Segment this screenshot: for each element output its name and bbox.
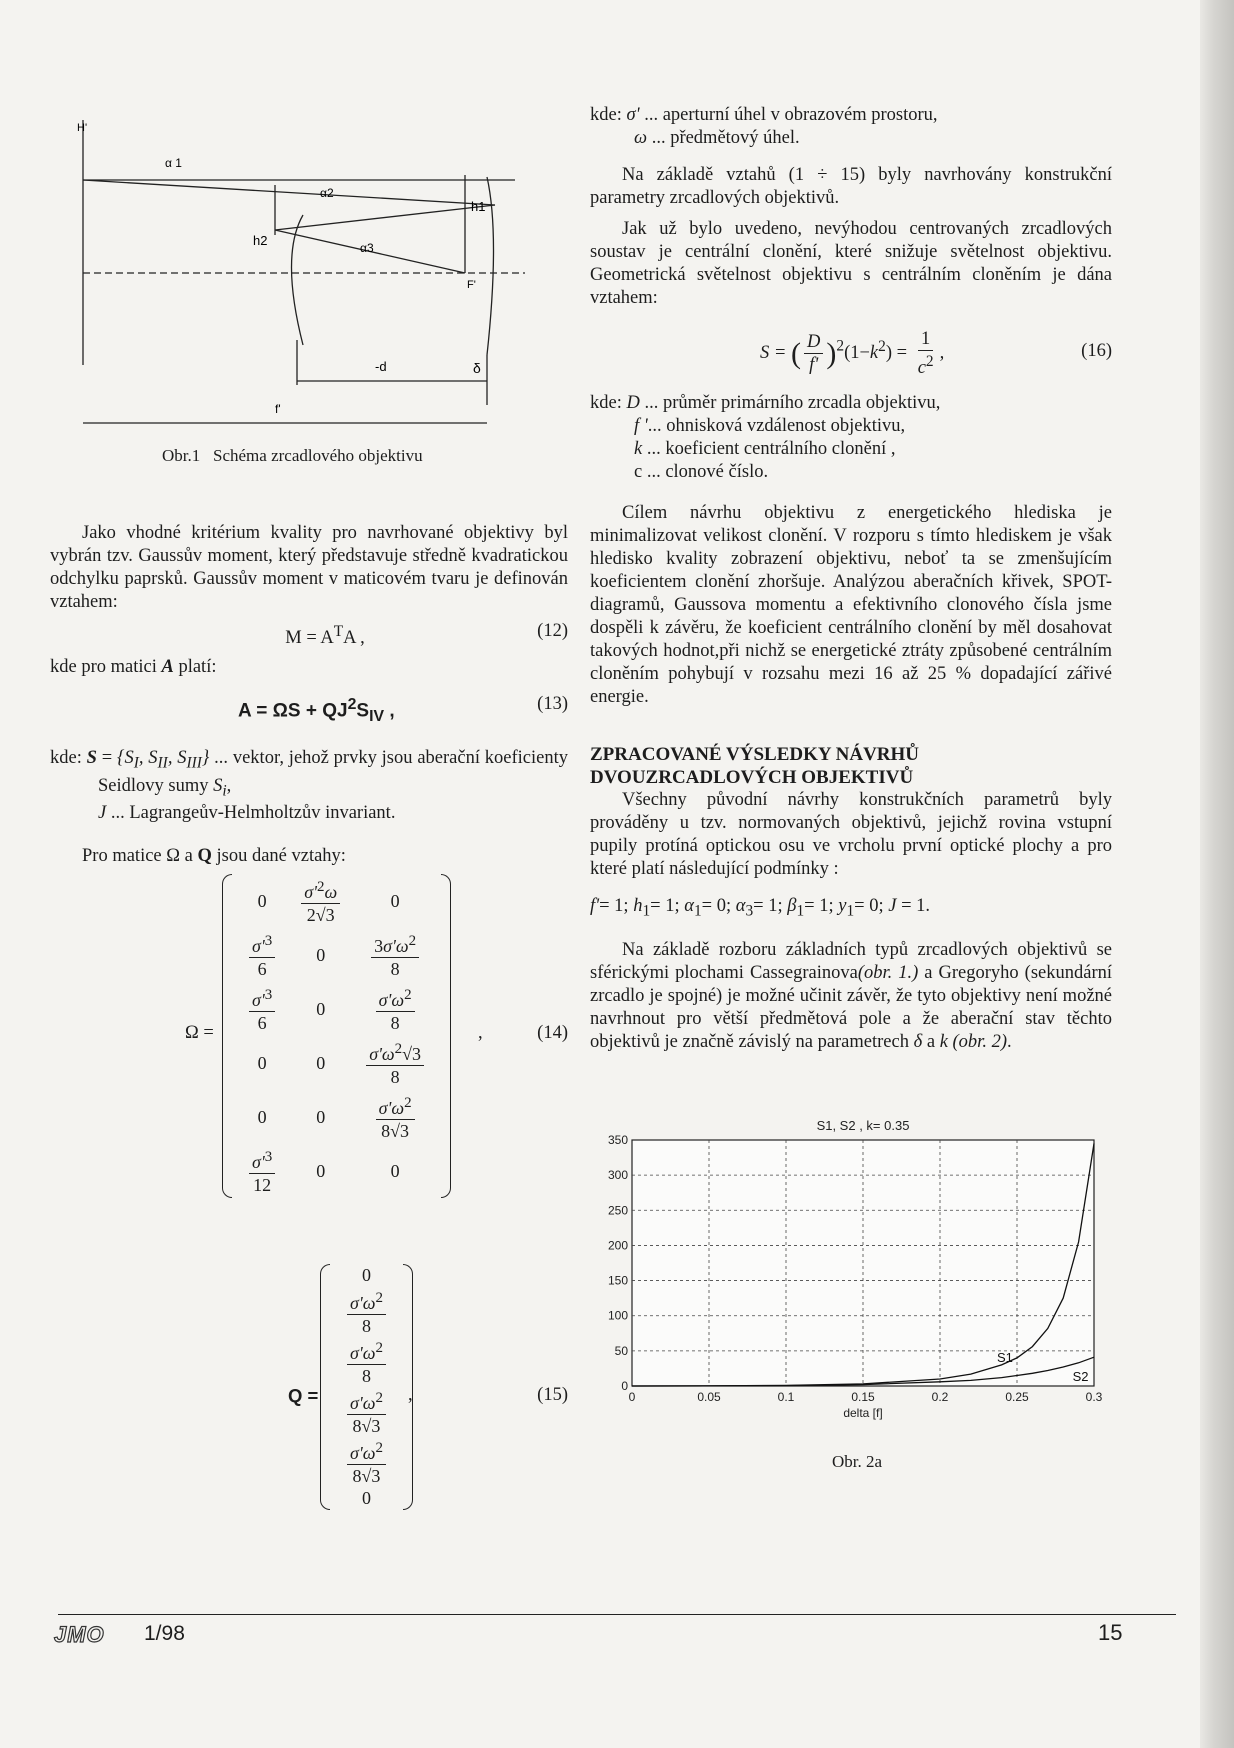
kde-omega: ω ... předmětový úhel. [634, 128, 800, 148]
equation-12: $M = A^TA$ , [285, 623, 365, 649]
paragraph-central-obscuration: Jak už bylo uvedeno, nevýhodou centrovaných zrcadlových soustav je centrální clonění, které snižuje světelnost objektivu. Geometrická světelnost objektivu s centrálním cloněním je dána vztahem: [590, 219, 1112, 308]
chart-series-label-s1: S1 [997, 1349, 1013, 1365]
chart-ytick-label: 150 [607, 1273, 628, 1288]
figure-1-labels [77, 122, 485, 416]
matrix-omega: 0 $\frac{\sigma'^2\omega}{2√3}$ 0 $\frac{\sigma'^3}{6}$ 0 $\frac{3\sigma'\omega^2}{8}$ $\frac{\sigma'^3}{6}$ 0 $\frac{\sigma'\omega^2}{8}$ 0 0 $\frac{\sigma'\omega^2√3}{8}$ 0 0 $\frac{\sigma'\omega^2}{8√3}$ $\frac{\sigma'^3}{12}$ 0 0 [222, 874, 451, 1198]
page-number: 15 [1098, 1620, 1123, 1645]
kde-D: kde: D ... průměr primárního zrcadla objektivu, [590, 393, 941, 413]
chart-S1-S2 [590, 1112, 1125, 1442]
equation-12-number: (12) [537, 621, 568, 641]
paragraph-energy: Cílem návrhu objektivu z energetického hlediska je minimalizovat velikost clonění. V rozporu s tímto hlediskem je však hledisko kvality zobrazení objektivu, neboť ta se zmenšujícím koeficientem clonění zhoršuje. Analýzou aberačních křivek, SPOT-diagramů, Gaussova momentu a efektivního clonového čísla jsme dospěli k závěru, že koeficient centrálního clonění by měl dosahovat takových hodnot,při nichž se energetické ztráty způsobené centrálním cloněním pohybují v rozsahu mezi 16 až 25 % dopadající zářivé energie. [590, 503, 1112, 707]
chart-xtick-label: 0 [628, 1390, 636, 1404]
equation-16: S = ( $\frac{D}{f'}$ )$^2(1-k^2)$ = $\frac{1}{c^2}$ , [760, 329, 945, 379]
left-column: Jako vhodné kritérium kvality pro navrhované objektivy byl vybrán tzv. Gaussův moment, který představuje středně kvadratickou odchylku paprsků. Gaussův moment v maticovém tvaru je definován vztahem: $M = A^TA$ , (12) kde pro matici A platí: $A = \Omega S + QJ^2S_{IV}$ , (13) kde: $S = \{S_I$, $S_{II}$, $S_{III}$} ... vektor, jehož prvky jsou aberační koeficienty Seidlovy sumy $S_i$, J ... Lagrangeův-Helmholtzův invariant. Pro matice Ω a Q jsou dané vztahy: Ω = 0 $\frac{\sigma'^2\omega}{2√3}$ 0 $\frac{\sigma'^3}{6}$ 0 $\frac{3\sigma'\omega^2}{8}$ $\frac{\sigma'^3}{6}$ 0 $\frac{\sigma'\omega^2}{8}$ 0 0 $\frac{\sigma'\omega^2√3}{8}$ 0 0 $\frac{\sigma'\omega^2}{8√3}$ $\frac{\sigma'^3}{12}$ 0 0 , (14) Q = 0 $\frac{\sigma'\omega^2}{8}$ $\frac{\sigma'\omega^2}{8}$ $\frac{\sigma'\omega^2}{8√3}$ $\frac{\sigma'\omega^2}{8√3}$ 0 , (15) [50, 523, 569, 1509]
chart-ytick-label: 200 [607, 1238, 628, 1253]
label-delta: δ [473, 360, 481, 376]
label-alpha3: α3 [360, 241, 374, 255]
equation-14-number: (14) [537, 1023, 568, 1044]
kde-sigma: kde: σ' ... aperturní úhel v obrazovém prostoru, [590, 105, 938, 125]
figure-1-caption: Obr.1 Schéma zrcadlového objektivu [162, 446, 423, 465]
journal-logo: JMO [54, 1622, 105, 1647]
paragraph-design: Na základě vztahů (1 ÷ 15) byly navrhovány konstrukční parametry zrcadlových objektivů. [590, 165, 1112, 208]
chart-ytick-label: 300 [607, 1168, 628, 1183]
chart-xlabel: delta [f] [843, 1406, 883, 1420]
chart-ytick-label: 100 [607, 1308, 628, 1323]
chart-xtick-label: 0.2 [931, 1390, 949, 1404]
chart-ytick-label: 50 [614, 1343, 628, 1358]
equation-13-number: (13) [537, 694, 568, 714]
right-column [590, 104, 1112, 1054]
chart-xtick-label: 0.25 [1005, 1390, 1029, 1404]
paragraph-vector-S: kde: $S = \{S_I$, $S_{II}$, $S_{III}$} ... vektor, jehož prvky jsou aberační koeficienty Seidlovy sumy $S_i$, [50, 748, 569, 800]
footer-rule [58, 1614, 1176, 1615]
paragraph-normalized: Všechny původní návrhy konstrukčních parametrů byly prováděny u tzv. normovaných objektivů, jejichž rovina vstupní pupily protíná optickou osu ve vrcholu první optické plochy a pro které platí následující podmínky : [590, 790, 1112, 879]
equation-16-number: (16) [1081, 341, 1112, 361]
kde-k: k ... koeficient centrálního clonění , [634, 439, 896, 459]
chart-xtick-label: 0.1 [777, 1390, 795, 1404]
chart-xtick-label: 0.15 [851, 1390, 875, 1404]
paragraph-gauss-moment: Jako vhodné kritérium kvality pro navrhované objektivy byl vybrán tzv. Gaussův moment, který představuje středně kvadratickou odchylku paprsků. Gaussův moment v maticovém tvaru je definován vztahem: [50, 523, 568, 612]
chart-caption: Obr. 2a [832, 1452, 883, 1471]
label-H: H' [77, 122, 88, 134]
equation-15-lhs: Q = [288, 1385, 319, 1407]
chart-series-label-s2: S2 [1072, 1368, 1089, 1384]
equation-13: $A = \Omega S + QJ^2S_{IV}$ , [238, 696, 395, 726]
kde-c: c ... clonové číslo. [634, 462, 769, 482]
chart-ytick-label: 250 [607, 1203, 628, 1218]
issue-number: 1/98 [144, 1622, 185, 1645]
label-h1: h1 [471, 199, 486, 214]
chart-ytick-label: 350 [607, 1133, 628, 1147]
paragraph-matrix-A: kde pro matici A platí: [50, 657, 217, 677]
label-F: F' [467, 279, 476, 291]
page-edge-shadow [1200, 0, 1234, 1748]
chart-xtick-label: 0.05 [697, 1390, 721, 1404]
label-f: f' [275, 402, 281, 416]
paragraph-matrices-intro: Pro matice Ω a Q jsou dané vztahy: [82, 846, 346, 867]
paragraph-invariant: J ... Lagrangeův-Helmholtzův invariant. [98, 803, 396, 824]
paragraph-cassegrain: Na základě rozboru základních typů zrcadlových objektivů se sférickými plochami Cassegrainova(obr. 1.) a Gregoryho (sekundární zrcadlo je spojné) je možné učinit závěr, že tyto objektivy není možné navrhnout pro větší předmětová pole a že aberační stav těchto objektivů je značně závislý na parametrech δ a k (obr. 2). [590, 939, 1112, 1052]
matrix-Q: 0 $\frac{\sigma'\omega^2}{8}$ $\frac{\sigma'\omega^2}{8}$ $\frac{\sigma'\omega^2}{8√3}$ $\frac{\sigma'\omega^2}{8√3}$ 0 [320, 1264, 413, 1510]
equation-14-lhs: Ω = [185, 1023, 214, 1044]
chart-xtick-label: 0.3 [1085, 1390, 1103, 1404]
section-heading: ZPRACOVANÉ VÝSLEDKY NÁVRHŮ DVOUZRCADLOVÝCH OBJEKTIVŮ [590, 744, 920, 788]
label-alpha2: α2 [320, 186, 334, 200]
kde-f: f '... ohnisková vzdálenost objektivu, [634, 416, 906, 436]
conditions-equation: f'= 1; $h_1= 1$; $\alpha_1= 0$; $\alpha_3= 1$; $\beta_1= 1$; $y_1= 0$; J = 1. [590, 896, 930, 920]
chart-title: S1, S2 , k= 0.35 [816, 1118, 910, 1133]
equation-15-number: (15) [537, 1385, 568, 1406]
label-alpha1: α 1 [165, 156, 182, 170]
figure-1-mirror-schematic [75, 115, 545, 435]
chart-ytick-label: 0 [621, 1379, 628, 1393]
label-h2: h2 [253, 233, 268, 248]
label-d: -d [375, 359, 387, 374]
